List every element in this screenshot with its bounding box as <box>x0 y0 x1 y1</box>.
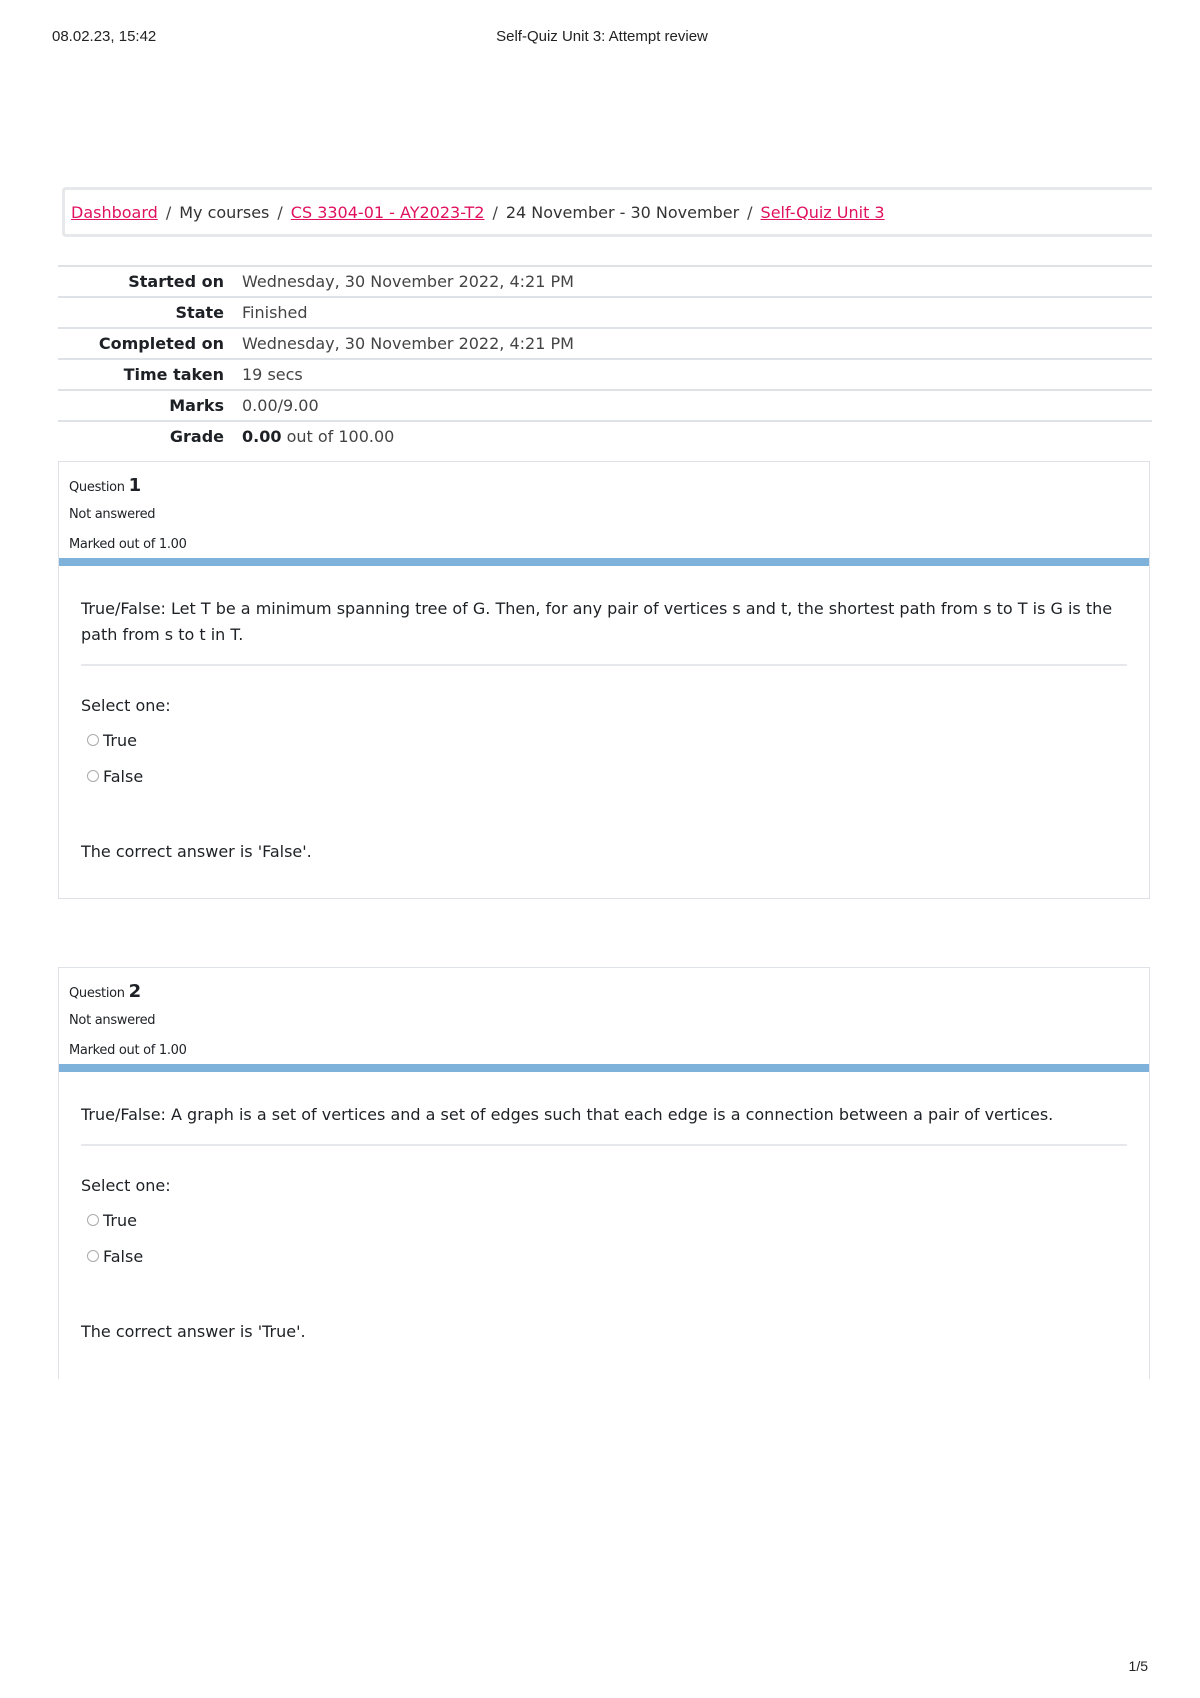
option-label: True <box>103 1210 137 1230</box>
breadcrumb-course-link[interactable]: CS 3304-01 - AY2023-T2 <box>290 202 485 222</box>
summary-label: Marks <box>169 396 224 415</box>
question-content <box>59 1072 1149 1274</box>
radio-button[interactable] <box>87 770 99 782</box>
summary-label: Grade <box>169 427 224 446</box>
summary-value <box>240 421 1152 451</box>
summary-value: Wednesday, 30 November 2022, 4:21 PM <box>242 334 574 353</box>
radio-button[interactable] <box>87 1250 99 1262</box>
option-true[interactable] <box>81 722 1127 758</box>
question-info <box>59 462 1149 558</box>
radio-button[interactable] <box>87 734 99 746</box>
question-marked-out-of: Marked out of 1.00 <box>69 537 187 552</box>
select-one-prompt: Select one: <box>81 696 171 715</box>
breadcrumb-separator: / <box>747 202 753 222</box>
breadcrumb-dashboard-link[interactable]: Dashboard <box>71 202 158 222</box>
question-label: Question <box>69 480 125 495</box>
summary-value: 19 secs <box>242 365 303 384</box>
option-true[interactable] <box>81 1202 1127 1238</box>
print-page-title: Self-Quiz Unit 3: Attempt review <box>496 28 708 45</box>
breadcrumb-separator: / <box>277 202 283 222</box>
page-number: 1/5 <box>1128 1658 1148 1674</box>
grade-value: 0.00 <box>242 427 282 446</box>
summary-value: 0.00/9.00 <box>242 396 319 415</box>
breadcrumb-separator: / <box>492 202 498 222</box>
select-one-prompt: Select one: <box>81 1176 171 1195</box>
question-number <box>69 472 1139 500</box>
question-label: Question <box>69 986 125 1001</box>
question-status: Not answered <box>69 1013 156 1028</box>
question-content <box>59 566 1149 794</box>
question-text: True/False: Let T be a minimum spanning tree of G. Then, for any pair of vertices s and t, the shortest path from s to T is G is the path from s to t in T. <box>81 596 1127 666</box>
question-1 <box>58 461 1150 899</box>
summary-label: State <box>175 303 224 322</box>
option-label: False <box>103 1246 144 1266</box>
summary-row-state <box>58 297 1152 328</box>
summary-label: Started on <box>128 272 224 291</box>
question-feedback: The correct answer is 'True'. <box>81 1322 306 1341</box>
question-status: Not answered <box>69 507 156 522</box>
breadcrumb-section: 24 November - 30 November <box>505 202 740 222</box>
summary-label: Completed on <box>98 334 224 353</box>
question-divider-bar <box>59 1064 1149 1072</box>
question-marked-out-of: Marked out of 1.00 <box>69 1043 187 1058</box>
question-text: True/False: A graph is a set of vertices and a set of edges such that each edge is a connection between a pair of vertices. <box>81 1102 1127 1146</box>
question-info <box>59 968 1149 1064</box>
summary-label: Time taken <box>123 365 224 384</box>
option-label: False <box>103 766 144 786</box>
question-divider-bar <box>59 558 1149 566</box>
summary-value: Wednesday, 30 November 2022, 4:21 PM <box>242 272 574 291</box>
breadcrumb-my-courses: My courses <box>179 202 270 222</box>
question-number-value: 2 <box>128 981 141 1002</box>
print-header <box>52 28 1152 48</box>
summary-row-time-taken <box>58 359 1152 390</box>
breadcrumb-quiz-link[interactable]: Self-Quiz Unit 3 <box>760 202 885 222</box>
summary-row-grade <box>58 421 1152 451</box>
summary-row-completed <box>58 328 1152 359</box>
attempt-summary-table <box>58 265 1152 451</box>
question-feedback: The correct answer is 'False'. <box>81 842 312 861</box>
question-2 <box>58 967 1150 1379</box>
option-false[interactable] <box>81 758 1127 794</box>
question-number-value: 1 <box>128 475 141 496</box>
print-datetime: 08.02.23, 15:42 <box>52 28 157 45</box>
radio-button[interactable] <box>87 1214 99 1226</box>
question-number <box>69 978 1139 1006</box>
option-false[interactable] <box>81 1238 1127 1274</box>
summary-row-marks <box>58 390 1152 421</box>
breadcrumb <box>62 187 1152 237</box>
summary-value: Finished <box>242 303 308 322</box>
breadcrumb-separator: / <box>165 202 172 222</box>
option-label: True <box>103 730 137 750</box>
grade-suffix: out of 100.00 <box>286 427 395 446</box>
summary-row-started <box>58 266 1152 297</box>
